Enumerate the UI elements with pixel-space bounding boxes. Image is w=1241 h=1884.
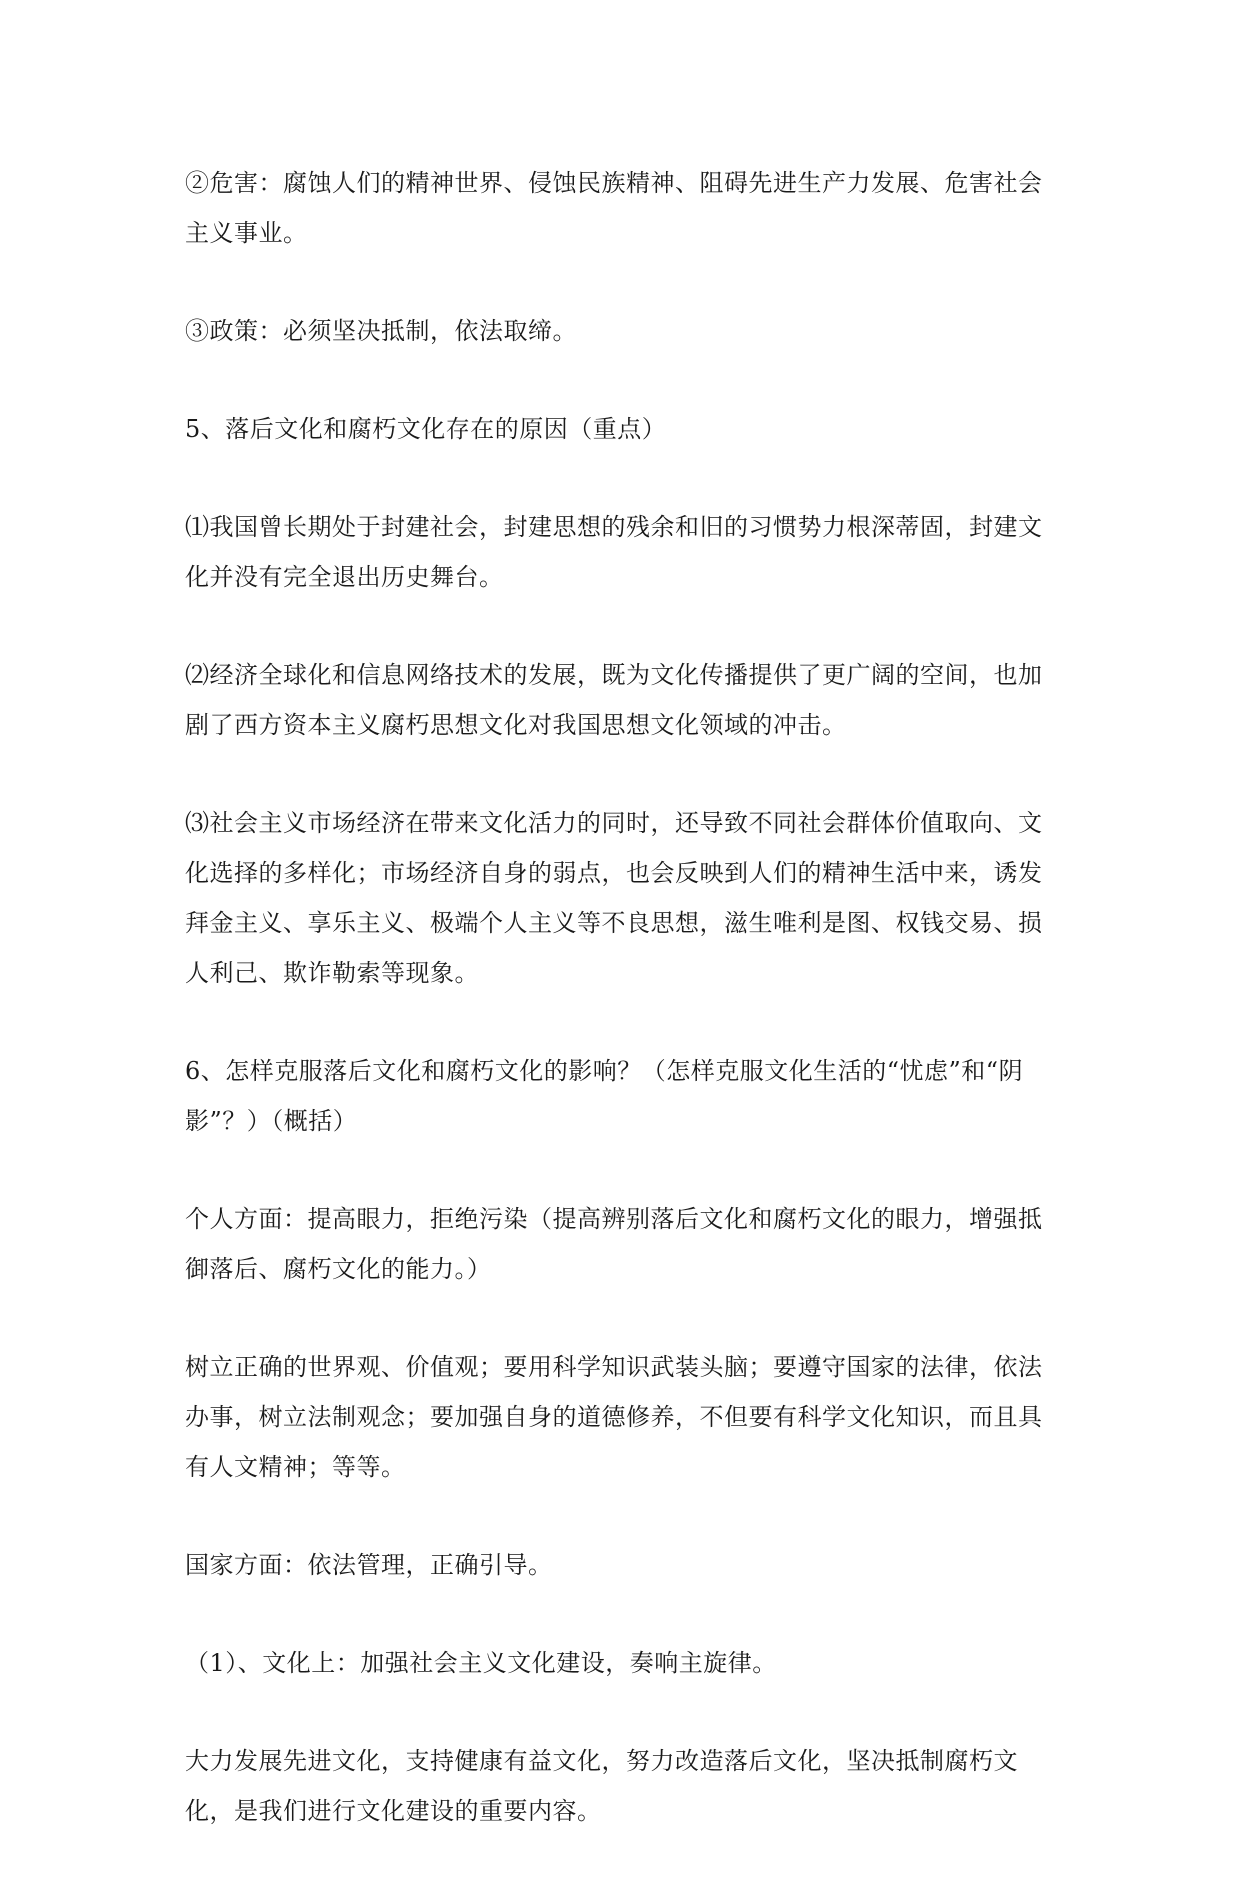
paragraph-personal: 个人方面：提高眼力，拒绝污染（提高辨别落后文化和腐朽文化的眼力，增强抵御落后、腐朽文化的能力。） <box>185 1205 1043 1283</box>
paragraph-culture: （1）、文化上：加强社会主义文化建设，奏响主旋律。 <box>185 1649 777 1677</box>
paragraph-reason-3: ⑶社会主义市场经济在带来文化活力的同时，还导致不同社会群体价值取向、文化选择的多样化；市场经济自身的弱点，也会反映到人们的精神生活中来，诱发拜金主义、享乐主义、极端个人主义等不良思想，滋生唯利是图、权钱交易、损人利己、欺诈勒索等现象。 <box>185 809 1043 987</box>
paragraph-reason-2: ⑵经济全球化和信息网络技术的发展，既为文化传播提供了更广阔的空间，也加剧了西方资本主义腐朽思想文化对我国思想文化领域的冲击。 <box>185 661 1043 739</box>
paragraph-policy: ③政策：必须坚决抵制，依法取缔。 <box>185 317 577 345</box>
paragraph-develop: 大力发展先进文化，支持健康有益文化，努力改造落后文化，坚决抵制腐朽文化，是我们进行文化建设的重要内容。 <box>185 1747 1018 1825</box>
section-heading-5: 5、落后文化和腐朽文化存在的原因（重点） <box>185 415 667 443</box>
section-heading-6: 6、怎样克服落后文化和腐朽文化的影响？（怎样克服文化生活的“忧虑”和“阴影”？）（概括） <box>185 1057 1024 1135</box>
paragraph-national: 国家方面：依法管理，正确引导。 <box>185 1551 553 1579</box>
document-body <box>185 158 1055 1884</box>
paragraph-reason-1: ⑴我国曾长期处于封建社会，封建思想的残余和旧的习惯势力根深蒂固，封建文化并没有完全退出历史舞台。 <box>185 513 1043 591</box>
paragraph-worldview: 树立正确的世界观、价值观；要用科学知识武装头脑；要遵守国家的法律，依法办事，树立法制观念；要加强自身的道德修养，不但要有科学文化知识，而且具有人文精神；等等。 <box>185 1353 1043 1481</box>
paragraph-harm: ②危害：腐蚀人们的精神世界、侵蚀民族精神、阻碍先进生产力发展、危害社会主义事业。 <box>185 169 1043 247</box>
